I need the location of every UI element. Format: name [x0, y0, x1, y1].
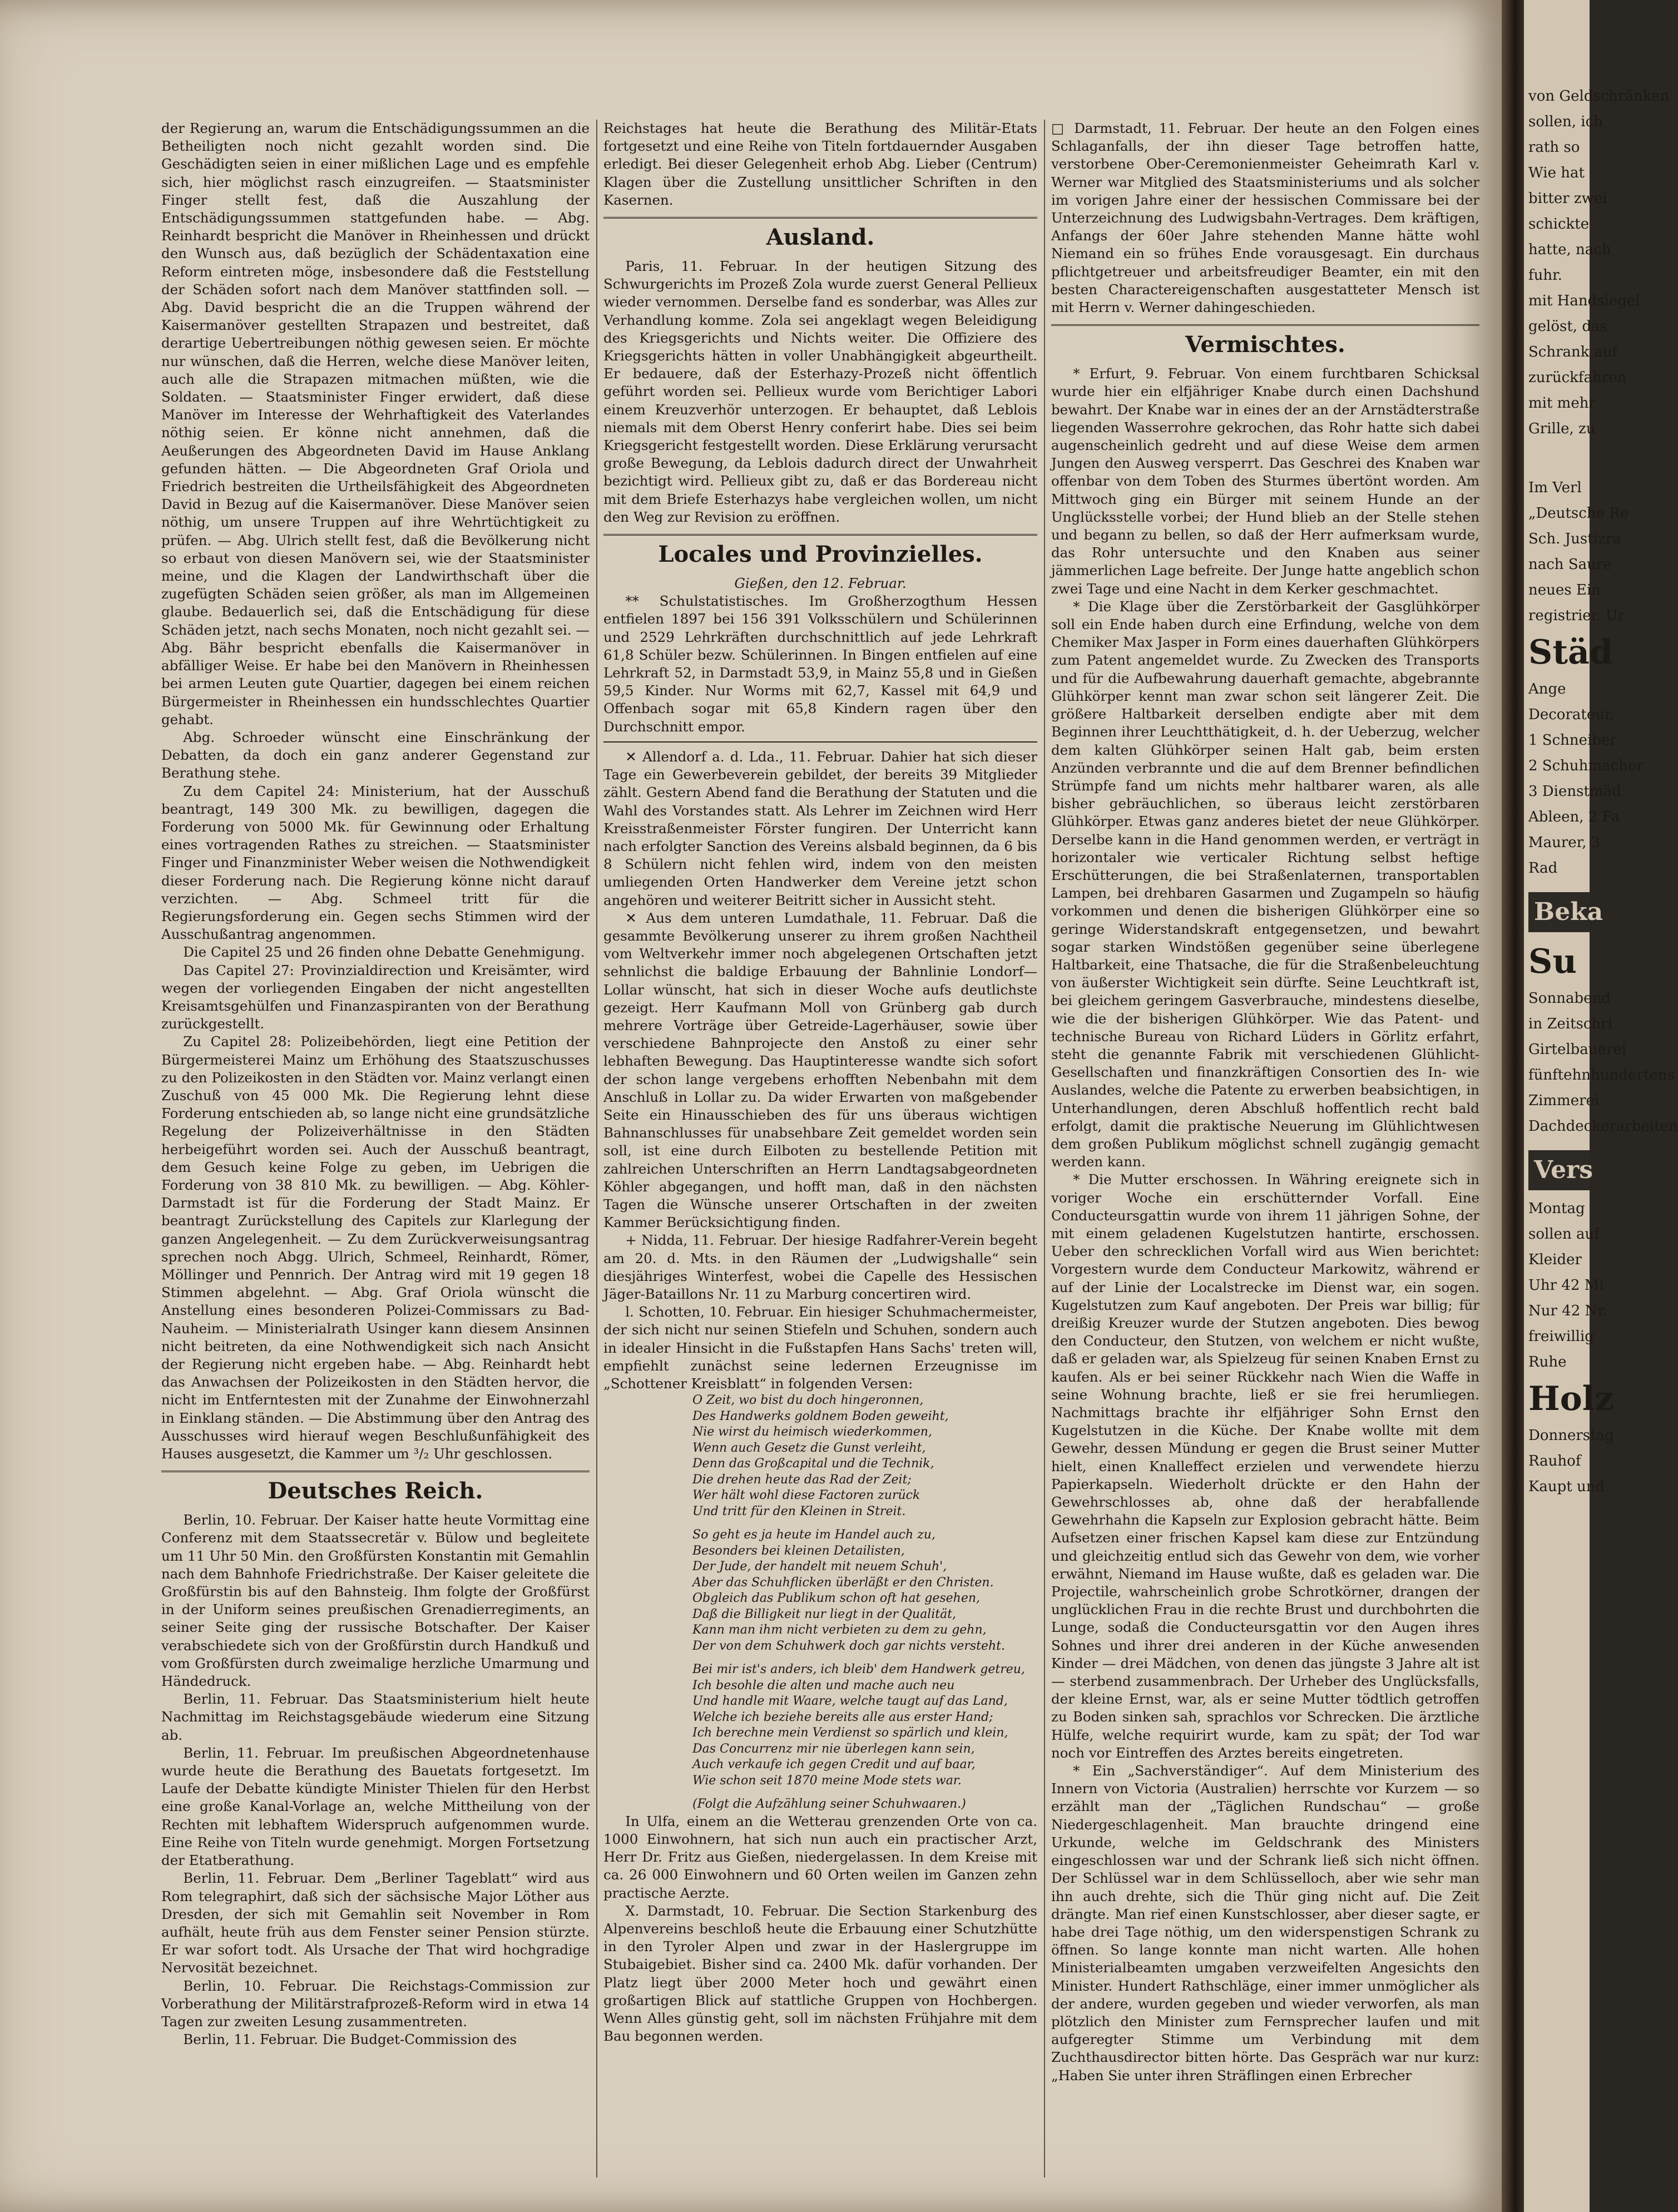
poem-line: Daß die Billigkeit nur liegt in der Qualität, [692, 1607, 957, 1621]
reich-paragraph: Berlin, 10. Februar. Die Reichstags-Commission zur Vorberathung der Militärstrafprozeß-Reform wird in etwa 14 Tagen zur zweiten Lesung zusammentreten. [161, 1977, 590, 2030]
poem-line: O Zeit, wo bist du doch hingeronnen, [692, 1393, 924, 1408]
locales-paragraph: X. Darmstadt, 10. Februar. Die Section Starkenburg des Alpenvereins beschloß heute die Erbauung einer Schutzhütte in den Tyroler Alpen und zwar in der Haslergruppe im Stubaigebiet. Bisher sind ca. 2400 Mk. dafür vorhanden. Der Platz liegt über 2000 Meter hoch und gewährt einen großartigen Blick auf stattliche Gruppen von Hochbergen. Wenn Alles günstig geht, soll im nächsten Frühjahre mit dem Bau begonnen werden. [603, 1902, 1037, 2045]
adjacent-page-fragment [1524, 0, 1678, 2212]
poem-line: So geht es ja heute im Handel auch zu, [692, 1528, 935, 1542]
vermischtes-paragraph: * Die Mutter erschossen. In Währing ereignete sich in voriger Woche ein erschütternder Vorfall. Eine Conducteursgattin wurde von ihrem 11 jährigen Sohne, der mit einem geladenen Kugelstutzen hantirte, erschossen. Ueber den schrecklichen Vorfall wird aus Wien berichtet: Vorgestern wurde dem Conducteur Markowitz, während er auf der Linie der Localstrecke im Dienst war, ein sogen. Kugelstutzen zum Kauf angeboten. Der Preis war billig; für dreißig Kreuzer wurde der Stutzen angeboten. Dies bewog den Conducteur, den Stutzen, von welchem er nicht wußte, daß er geladen war, als Spielzeug für seinen Knaben Ernst zu kaufen. Als er bei seiner Rückkehr nach Wien die Waffe in seine Wohnung brachte, ließ er sie frei herumliegen. Nachmittags brachte ihr elfjähriger Sohn Ernst den Kugelstutzen in die Küche. Der Knabe wollte mit dem Gewehr, dessen Mündung er gegen die Brust seiner Mutter hielt, einen Knalleffect erzielen und verwendete hierzu Papierkapseln. Wiederholt drückte er den Hahn der Gewehrschlosses ab, ohne daß der herabfallende Gewehrhahn die Kapseln zur Explosion gebracht hätte. Beim Aufsetzen einer frischen Kapsel kam diese zur Entzündung und gleichzeitig entlud sich das Gewehr von dem, wie vorher erwähnt, Niemand im Hause wußte, daß es geladen war. Die Projectile, wahrscheinlich grobe Schrotkörner, drangen der unglücklichen Frau in die rechte Brust und durchbohrten die Lunge, sodaß die Conducteursgattin vor den Augen ihres Sohnes und ihrer drei anderen in der Küche anwesenden Kinder — drei Mädchen, von denen das jüngste 3 Jahre alt ist — sterbend zusammenbrach. Der Urheber des Unglücksfalls, der kleine Ernst, war, als er seine Mutter tödtlich getroffen zu Boden sinken sah, sprachlos vor Schrecken. Die ärztliche Hülfe, welche requirirt wurde, kam zu spät; der Tod war noch vor Eintreffen des Arztes bereits eingetreten. [1051, 1171, 1479, 1761]
column-3 [1051, 120, 1479, 2178]
fragment-line: „Deutsche Re [1528, 505, 1629, 522]
fragment-line: Dachdeckerarbeiten [1528, 1118, 1678, 1135]
landtag-paragraph: Abg. Schroeder wünscht eine Einschränkung der Debatten, da doch ein ganz anderer Gegenstand zur Berathung stehe. [161, 729, 590, 781]
fragment-line: mit Handsiegel [1528, 293, 1640, 309]
poem-line: Obgleich das Publikum schon oft hat gesehen, [692, 1591, 981, 1606]
poem-line: Auch verkaufe ich gegen Credit und auf baar, [692, 1758, 976, 1772]
poem-line: Die drehen heute das Rad der Zeit; [692, 1472, 912, 1487]
fragment-line: fünftehnhundertens [1528, 1067, 1675, 1083]
fragment-line: 1 Schneiber [1528, 732, 1617, 749]
reich-paragraph: Berlin, 11. Februar. Das Staatsministerium hielt heute Nachmittag im Reichstagsgebäude wiederum eine Sitzung ab. [161, 1691, 590, 1743]
fragment-line: Donnerstag [1528, 1427, 1614, 1444]
poem-line: Ich berechne mein Verdienst so spärlich und klein, [692, 1726, 1008, 1740]
fragment-line: Maurer, 3 [1528, 834, 1601, 851]
vermischtes-paragraph: * Ein „Sachverständiger“. Auf dem Ministerium des Innern von Victoria (Australien) herrschte vor Kurzem — so erzählt man der „Täglichen Rundschau“ — große Niedergeschlagenheit. Man brauchte dringend eine Urkunde, welche im Geldschrank des Ministers eingeschlossen war und der Schrank ließ sich nicht öffnen. Der Schlüssel war in dem Schlüsselloch, aber wie sehr man ihn auch drehte, sich die Thür ging nicht auf. Die Zeit drängte. Man rief einen Kunstschlosser, aber dieser sagte, er habe drei Tage nöthig, um den widerspenstigen Schrank zu öffnen. So lange konnte man nicht warten. Alle hohen Ministerialbeamten umgaben verzweifelten Angesichts den Minister. Hundert Rathschläge, einer immer unmöglicher als der andere, wurden gegeben und wieder verworfen, als man plötzlich den Minister zum Fernsprecher laufen und mit aufgeregter Stimme um Verbindung mit dem Zuchthausdirector bitten hörte. Das Gespräch war nur kurz: „Haben Sie unter ihren Sträflingen einen Erbrecher [1051, 1763, 1479, 2084]
fragment-line: Kleider [1528, 1251, 1582, 1268]
fragment-line: freiwillig [1528, 1328, 1594, 1345]
fragment-line: Sch. Justizra [1528, 531, 1621, 547]
column-1-paragraphs [161, 120, 590, 1463]
locales-paragraph: l. Schotten, 10. Februar. Ein hiesiger Schuhmachermeister, der sich nicht nur seinen Stiefeln und Schuhen, sondern auch in idealer Hinsicht in die Fußstapfen Hans Sachs' treten will, empfiehlt zunächst seine ledernen Erzeugnisse im „Schottener Kreisblatt“ in folgenden Versen: [603, 1304, 1037, 1392]
ausland-paragraph: Paris, 11. Februar. In der heutigen Sitzung des Schwurgerichts im Prozeß Zola wurde zuerst General Pellieux wieder vernommen. Derselbe fand es sonderbar, was Alles zur Verhandlung komme. Zola sei angeklagt wegen Beleidigung des Kriegsgerichts und Nichts weiter. Die Offiziere des Kriegsgerichts hätten in voller Unabhängigkeit abgeurtheilt. Er bedauere, daß der Esterhazy-Prozeß nicht öffentlich geführt worden sei. Pellieux wurde vom Berichtiger Labori einem Kreuzverhör unterzogen. Er behauptet, daß Leblois niemals mit dem Oberst Henry conferirt habe. Dies sei beim Kriegsgericht festgestellt worden. Diese Erklärung verursacht große Bewegung, da Leblois dadurch direct der Unwahrheit bezichtigt wird. Pellieux gibt zu, daß er das Bordereau nicht mit dem Briefe Esterhazys habe vergleichen wollen, um nicht den Weg zur Revision zu eröffnen. [603, 258, 1037, 525]
fragment-line: Girtelbauerei [1528, 1041, 1627, 1058]
column-rule [596, 120, 597, 2178]
budget-paragraph: Reichstages hat heute die Berathung des Militär-Etats fortgesetzt und eine Reihe von Titeln fortdauernder Ausgaben erledigt. Bei dieser Gelegenheit erhob Abg. Lieber (Centrum) Klagen über die Zustellung unsittlicher Schriften in den Kasernen. [603, 120, 1037, 208]
divider [603, 741, 1037, 743]
landtag-paragraph: der Regierung an, warum die Entschädigungssummen an die Betheiligten noch nicht gezahlt worden sind. Die Geschädigten seien in einer mißlichen Lage und es empfehle sich, hier möglichst rasch einzugreifen. — Staatsminister Finger stellt fest, daß die Auszahlung der Entschädigungssummen stattgefunden habe. — Abg. Reinhardt bespricht die Manöver in Rheinhessen und drückt den Wunsch aus, daß bezüglich der Schädentaxation eine Reform eintreten möge, insbesondere daß die Feststellung der Schäden sofort nach dem Manöver stattfinden soll. — Abg. David bespricht die an die Truppen während der Kaisermanöver gestellten Strapazen und bestreitet, daß derartige Uebertreibungen nöthig gewesen seien. Er möchte nur wünschen, daß die Herren, welche diese Manöver leiten, auch alle die Strapazen mitmachen müßten, wie die Soldaten. — Staatsminister Finger erwidert, daß diese Manöver im Interesse der Wehrhaftigkeit des Vaterlandes nöthig seien. Er könne nicht annehmen, daß die Aeußerungen des Abgeordneten David im Hause Anklang gefunden hätten. — Die Abgeordneten Graf Oriola und Friedrich bestreiten die Urtheilsfähigkeit des Abgeordneten David in Bezug auf die Kaisermanöver. Diese Manöver seien nöthig, um unsere Truppen auf ihre Wehrtüchtigkeit zu prüfen. — Abg. Ulrich stellt fest, daß die Bevölkerung nicht so erbaut von diesen Manövern sei, wie der Staatsminister meine, und die Klagen der Landwirthschaft über die zugefügten Schäden seien größer, als man im Allgemeinen glaube. Bedauerlich sei, daß die Entschädigung für diese Schäden jetzt, nach sechs Monaten, noch nicht gezahlt sei. — Abg. Bähr bespricht ebenfalls die Kaisermanöver in abfälliger Weise. Er habe bei den Manövern in Rheinhessen bei armen Leuten gute Quartier, dagegen bei einem reichen Bürgermeister in Rheinhessen ein hundsschlechtes Quartier gehabt. [161, 120, 590, 728]
poem-line: Das Concurrenz mir nie überlegen kann sein, [692, 1741, 975, 1756]
fragment-line: in Zeitschri [1528, 1016, 1612, 1032]
fragment-line: Grille, zu [1528, 420, 1596, 437]
heading-vermischtes: Vermischtes. [1051, 324, 1479, 359]
fragment-line: rath so [1528, 139, 1580, 156]
reich-paragraph: Berlin, 11. Februar. Die Budget-Commission des [183, 2031, 517, 2048]
reich-paragraph: Berlin, 11. Februar. Im preußischen Abgeordnetenhause wurde heute die Berathung des Bauetats fortgesetzt. Im Laufe der Debatte kündigte Minister Thielen für den Herbst eine große Kanal-Vorlage an, welche Mittheilung von der Rechten mit lebhaftem Widerspruch aufgenommen wurde. Eine Reihe von Titeln wurde genehmigt. Morgen Fortsetzung der Etatberathung. [161, 1744, 590, 1869]
heading-deutsches-reich: Deutsches Reich. [161, 1471, 590, 1506]
vermischtes-paragraph: * Erfurt, 9. Februar. Von einem furchtbaren Schicksal wurde hier ein elfjähriger Knabe durch einen Dachshund bewahrt. Der Knabe war in eines der an der Arnstädterstraße liegenden Wasserrohre gekrochen, das Rohr hatte sich dabei augenscheinlich gedreht und auf diese Weise dem armen Jungen den Ausweg versperrt. Das Geschrei des Knaben war offenbar von dem Toben des Sturmes übertönt worden. Am Mittwoch ging ein Bürger mit seinem Hunde an der Unglücksstelle vorbei; der Hund blieb an der Stelle stehen und begann zu bellen, so daß der Herr aufmerksam wurde, das Rohr untersuchte und den Knaben aus seiner jämmerlichen Lage befreite. Der Junge hatte angeblich schon zwei Tage und eine Nacht in dem Kerker geschmachtet. [1051, 365, 1479, 597]
reich-paragraph: Berlin, 11. Februar. Dem „Berliner Tageblatt“ wird aus Rom telegraphirt, daß sich der sächsische Major Löther aus Dresden, der sich mit Gemahlin seit November in Rom aufhält, heute früh aus dem Fenster seiner Pension stürzte. Er war sofort todt. Als Ursache der That wird hochgradige Nervosität bezeichnet. [161, 1870, 590, 1976]
locales-paragraph: ✕ Aus dem unteren Lumdathale, 11. Februar. Daß die gesammte Bevölkerung unserer zu ihrem großen Nachtheil vom Weltverkehr immer noch abgelegenen Ortschaften jetzt sehnlichst die baldige Erbauung der Bahnlinie Londorf—Lollar wünscht, hat sich in dieser Woche aufs deutlichste gezeigt. Herr Kaufmann Moll von Grünberg gab durch mehrere Vorträge über Getreide-Lagerhäuser, sowie über verschiedene Bahnprojecte den Anstoß zu einer sehr lebhaften Bewegung. Das Hauptinteresse wandte sich sofort der schon lange vergebens erhofften Nebenbahn mit dem Anschluß in Lollar zu. Da wider Erwarten von maßgebender Seite ein Hinausschieben des für uns überaus wichtigen Bahnanschlusses für unabsehbare Zeit gemeldet worden sein soll, ist eine durch Eilboten zu bestellende Petition mit zahlreichen Unterschriften an Herrn Landtagsabgeordneten Köhler abgegangen, und hofft man, daß in den nächsten Tagen die Wünsche unserer Ortschaften in der zweiten Kammer Berücksichtigung finden. [603, 909, 1037, 1231]
locales-paragraph: + Nidda, 11. Februar. Der hiesige Radfahrer-Verein begeht am 20. d. Mts. in den Räumen der „Ludwigshalle“ sein diesjähriges Winterfest, wobei die Capelle des Hessischen Jäger-Bataillons Nr. 11 zu Marburg concertiren wird. [603, 1232, 1037, 1302]
fragment-line: zurückfahren [1528, 369, 1627, 386]
fragment-line: Uhr 42 Mi [1528, 1277, 1604, 1294]
fragment-heading: Su [1528, 942, 1577, 981]
fragment-line: gelöst, das [1528, 318, 1607, 335]
poem-line: Der Jude, der handelt mit neuem Schuh', [692, 1560, 947, 1574]
dateline: Gießen, den 12. Februar. [734, 575, 907, 592]
fragment-line: Ruhe [1528, 1354, 1567, 1370]
fragment-line: 2 Schuhmacher [1528, 758, 1644, 774]
fragment-line: von Geldschränken [1528, 88, 1670, 105]
fragment-line: Kaupt und [1528, 1478, 1605, 1495]
fragment-line: sollen auf [1528, 1226, 1600, 1243]
fragment-line: registrier. Ur [1528, 607, 1625, 624]
poem-line: Wie schon seit 1870 meine Mode stets war. [692, 1773, 962, 1788]
book-gutter [1502, 0, 1524, 2212]
fragment-line: hatte, nach [1528, 241, 1611, 258]
locales-paragraph: ** Schulstatistisches. Im Großherzogthum Hessen entfielen 1897 bei 156 391 Volksschülern und Schülerinnen und 2529 Lehrkräften durchschnittlich auf jede Lehrkraft 61,8 Schüler bezw. Schülerinnen. In Bingen entfielen auf eine Lehrkraft 52, in Darmstadt 53,9, in Mainz 55,8 und in Gießen 59,5 Kinder. Nur Worms mit 62,7, Kassel mit 64,9 und Offenbach sogar mit 65,8 Kindern ragen über den Durchschnitt empor. [603, 593, 1037, 735]
fragment-line: Ableen, 2 Fa [1528, 809, 1620, 825]
landtag-paragraph: Das Capitel 27: Provinzialdirection und Kreisämter, wird wegen der vorliegenden Eingaben der nicht angestellten Kreisamtsgehülfen und Finanzaspiranten von der Berathung zurückgestellt. [161, 962, 590, 1032]
obituary-paragraph: □ Darmstadt, 11. Februar. Der heute an den Folgen eines Schlaganfalls, der ihn dieser Tage betroffen hatte, verstorbene Ober-Ceremonienmeister Geheimrath Karl v. Werner war Mitglied des Staatsministeriums und als solcher im vorigen Jahre einer der hessischen Commissare bei der Unterzeichnung des Ludwigsbahn-Vertrages. Dem kräftigen, Anfangs der 60er Jahre stehenden Manne hätte wohl Niemand ein so frühes Ende vorausgesagt. Ein durchaus pflichtgetreuer und arbeitsfreudiger Beamter, ein mit den besten Charactereigenschaften ausgestatteter Mensch ist mit Herrn v. Werner dahingeschieden. [1051, 120, 1479, 316]
fragment-line: neues Ein [1528, 582, 1601, 598]
poem-line: Aber das Schuhflicken überläßt er den Christen. [692, 1575, 994, 1590]
landtag-paragraph: Zu Capitel 28: Polizeibehörden, liegt eine Petition der Bürgermeisterei Mainz um Erhöhung des Staatszuschusses zu den Polizeikosten in den Städten vor. Mainz verlangt einen Zuschuß von 45 000 Mk. Die Regierung lehnt diese Forderung entschieden ab, so lange nicht eine grundsätzliche Regelung der Polizeiverhältnisse in den Städten herbeigeführt worden sei. Auch der Ausschuß beantragt, dem Gesuch keine Folge zu geben, im Uebrigen die Forderung von 38 810 Mk. zu bewilligen. — Abg. Köhler-Darmstadt ist für die Forderung der Stadt Mainz. Er beantragt Zurückstellung des Capitels zur Klarlegung der ganzen Angelegenheit. — Zu dem Zurückverweisungsantrag sprechen noch Abgg. Ulrich, Schmeel, Reinhardt, Römer, Möllinger und Pennrich. Der Antrag wird mit 19 gegen 18 Stimmen abgelehnt. — Abg. Graf Oriola wünscht die Anstellung eines besonderen Polizei-Commissars zu Bad-Nauheim. — Ministerialrath Usinger kann diesem Ansinnen nicht beitreten, da eine Nothwendigkeit sich nach Ansicht der Regierung nicht ergeben habe. — Abg. Reinhardt hebt das Anwachsen der Polizeikosten in den Städten hervor, die nicht im Entferntesten mit der Zunahme der Einwohnerzahl in Einklang ständen. — Die Abstimmung über den Antrag des Ausschusses wird hierauf wegen Beschlußunfähigkeit des Hauses ausgesetzt, die Kammer um ³/₂ Uhr geschlossen. [161, 1033, 590, 1462]
locales-paragraph: ✕ Allendorf a. d. Lda., 11. Februar. Dahier hat sich dieser Tage ein Gewerbeverein gebildet, der bereits 39 Mitglieder zählt. Gestern Abend fand die Berathung der Statuten und die Wahl des Vorstandes statt. Als Lehrer im Zeichnen wird Herr Kreisstraßenmeister Förster fungiren. Der Unterricht kann nach erfolgter Sanction des Vereins alsbald beginnen, da 6 bis 8 Schülern nicht fehlen wird, indem von den meisten umliegenden Orten Handwerker dem Vereine jetzt schon angehören und weiterer Beitritt sicher in Aussicht steht. [603, 748, 1037, 908]
column-2 [603, 120, 1037, 2178]
poem-line: Besonders bei kleinen Detailisten, [692, 1543, 905, 1558]
vermischtes-paragraph: * Die Klage über die Zerstörbarkeit der Gasglühkörper soll ein Ende haben durch eine Erfindung, welche von dem Chemiker Max Jasper in Form eines dauerhaften Glühkörpers zum Patent angemeldet wurde. Zu Zwecken des Transports und für die Aufbewahrung dauerhaft gemachte, abgebrannte Glühkörper kennt man zwar schon seit längerer Zeit. Die größere Haltbarkeit derselben endigte aber mit dem Beginnen ihrer Leuchtthätigkeit, d. h. der Ueberzug, welcher dem kalten Glühkörper seinen Halt gab, beim ersten Anzünden verbrannte und die auf dem Brenner befindlichen Strümpfe fand um nichts mehr haltbarer waren, als alle bisher gebräuchlichen, so überaus leicht zerstörbaren Glühkörper. Etwas ganz anderes bietet der neue Glühkörper. Derselbe kann in die Hand genommen werden, er verträgt in horizontaler wie verticaler Richtung selbst heftige Erschütterungen, die bei Straßenlaternen, transportablen Lampen, bei drehbaren Gasarmen und Zugampeln so häufig vorkommen und denen die bisherigen Glühkörper eine so geringe Widerstandskraft entgegensetzen, und bewahrt sogar starken Windstößen gegenüber seine überlegene Haltbarkeit, eine Thatsache, die für die Straßenbeleuchtung von äußerster Wichtigkeit sein dürfte. Seine Leuchtkraft ist, bei gleichem geringem Gasverbrauche, mindestens dieselbe, wie die der bisherigen Glühkörper. Wie das Patent- und technische Bureau von Richard Lüders in Görlitz erfahrt, steht die genannte Fabrik mit verschiedenen Glühlicht-Gesellschaften und finanzkräftigen Consortien des In- wie Auslandes, welche die Patente zu erwerben beabsichtigen, in Unterhandlungen, deren Abschluß hoffentlich recht bald erfolgt, damit die praktische Neuerung im Glühlichtwesen dem großen Publikum möglichst schnell zugängig gemacht werden kann. [1051, 598, 1479, 1170]
fragment-line: Sonnabend [1528, 990, 1611, 1007]
poem-line: Wer hält wohl diese Factoren zurück [692, 1488, 920, 1503]
poem-line: Und tritt für den Kleinen in Streit. [692, 1504, 906, 1518]
poem-line: Nie wirst du heimisch wiederkommen, [692, 1425, 932, 1439]
fragment-boxed-heading: Beka [1528, 892, 1590, 932]
heading-locales: Locales und Provinzielles. [603, 534, 1037, 569]
fragment-line: Schrank auf [1528, 344, 1617, 360]
fragment-line: Montag [1528, 1200, 1585, 1217]
fragment-line: Rauhof [1528, 1453, 1581, 1469]
fragment-line: Decorateur, [1528, 706, 1615, 723]
reich-section [161, 1511, 590, 2048]
poem-line: Denn das Großcapital und die Technik, [692, 1457, 934, 1471]
locales-paragraph: In Ulfa, einem an die Wetterau grenzenden Orte von ca. 1000 Einwohnern, hat sich nun auch ein practischer Arzt, Herr Dr. Fritz aus Gießen, niedergelassen. In dem Kreise mit ca. 26 000 Einwohnern und 60 Orten weilen im Ganzen zehn practische Aerzte. [603, 1813, 1037, 1901]
poem-line: Welche ich beziehe bereits alle aus erster Hand; [692, 1710, 993, 1724]
fragment-line: fuhr. [1528, 267, 1562, 284]
poem [603, 1393, 1037, 1813]
heading-ausland: Ausland. [603, 217, 1037, 252]
fragment-line: mit mehr [1528, 395, 1596, 412]
landtag-paragraph: Zu dem Capitel 24: Ministerium, hat der Ausschuß beantragt, 149 300 Mk. zu bewilligen, dagegen die Forderung von 5000 Mk. für Gewinnung oder Erhaltung eines vortragenden Rathes zu streichen. — Staatsminister Finger und Finanzminister Weber weisen die Nothwendigkeit dieser Forderung nach. Die Regierung könne nicht darauf verzichten. — Abg. Schmeel tritt für die Regierungsforderung ein. Gegen sechs Stimmen wird der Ausschußantrag angenommen. [161, 783, 590, 943]
fragment-boxed-heading: Vers [1528, 1150, 1590, 1190]
fragment-heading: Städ [1528, 633, 1613, 672]
poem-line: Kann man ihm nicht verbieten zu dem zu gehn, [692, 1623, 987, 1637]
poem-closing: (Folgt die Aufzählung seiner Schuhwaaren.) [692, 1797, 966, 1812]
fragment-line: 3 Dienstmäd [1528, 783, 1621, 800]
fragment-line: Im Verl [1528, 479, 1582, 496]
poem-line: Des Handwerks goldnem Boden geweiht, [692, 1409, 949, 1423]
poem-line: Bei mir ist's anders, ich bleib' dem Handwerk getreu, [692, 1662, 1025, 1677]
column-rule [1044, 120, 1045, 2178]
fragment-line: Ange [1528, 681, 1566, 697]
fragment-line: bitter zwei [1528, 190, 1607, 207]
poem-line: Ich besohle die alten und mache auch neu [692, 1678, 955, 1693]
locales-section [603, 592, 1037, 1393]
reich-paragraph: Berlin, 10. Februar. Der Kaiser hatte heute Vormittag eine Conferenz mit dem Staatssecretär v. Bülow und begleitete um 11 Uhr 50 Min. den Großfürsten Konstantin mit Gemahlin nach dem Bahnhofe Friedrichstraße. Der Kaiser geleitete die Großfürstin bis auf den Bahnsteig. Ihm folgte der Großfürst in der Uniform seines preußischen Grenadierregiments, an seiner Seite ging der russische Botschafter. Der Kaiser verabschiedete sich von der Großfürstin durch Handkuß und vom Großfürsten durch zweimalige herzliche Umarmung und Händedruck. [161, 1512, 590, 1690]
fragment-line: schickte [1528, 216, 1590, 232]
poem-line: Und handle mit Waare, welche taugt auf das Land, [692, 1694, 1008, 1709]
poem-line: Wenn auch Gesetz die Gunst verleiht, [692, 1441, 926, 1455]
fragment-heading: Holz [1528, 1379, 1614, 1418]
landtag-paragraph: Die Capitel 25 und 26 finden ohne Debatte Genehmigung. [183, 944, 585, 961]
fragment-line: Zimmerei [1528, 1092, 1600, 1109]
fragment-line: Rad [1528, 860, 1558, 877]
column-1 [161, 120, 590, 2178]
poem-line: Der von dem Schuhwerk doch gar nichts versteht. [692, 1639, 1006, 1653]
fragment-line: nach Saure [1528, 556, 1612, 573]
fragment-line: Nur 42 Nr. [1528, 1303, 1608, 1319]
fragment-line: sollen, ich [1528, 113, 1603, 130]
fragment-line: Wie hat [1528, 165, 1585, 181]
